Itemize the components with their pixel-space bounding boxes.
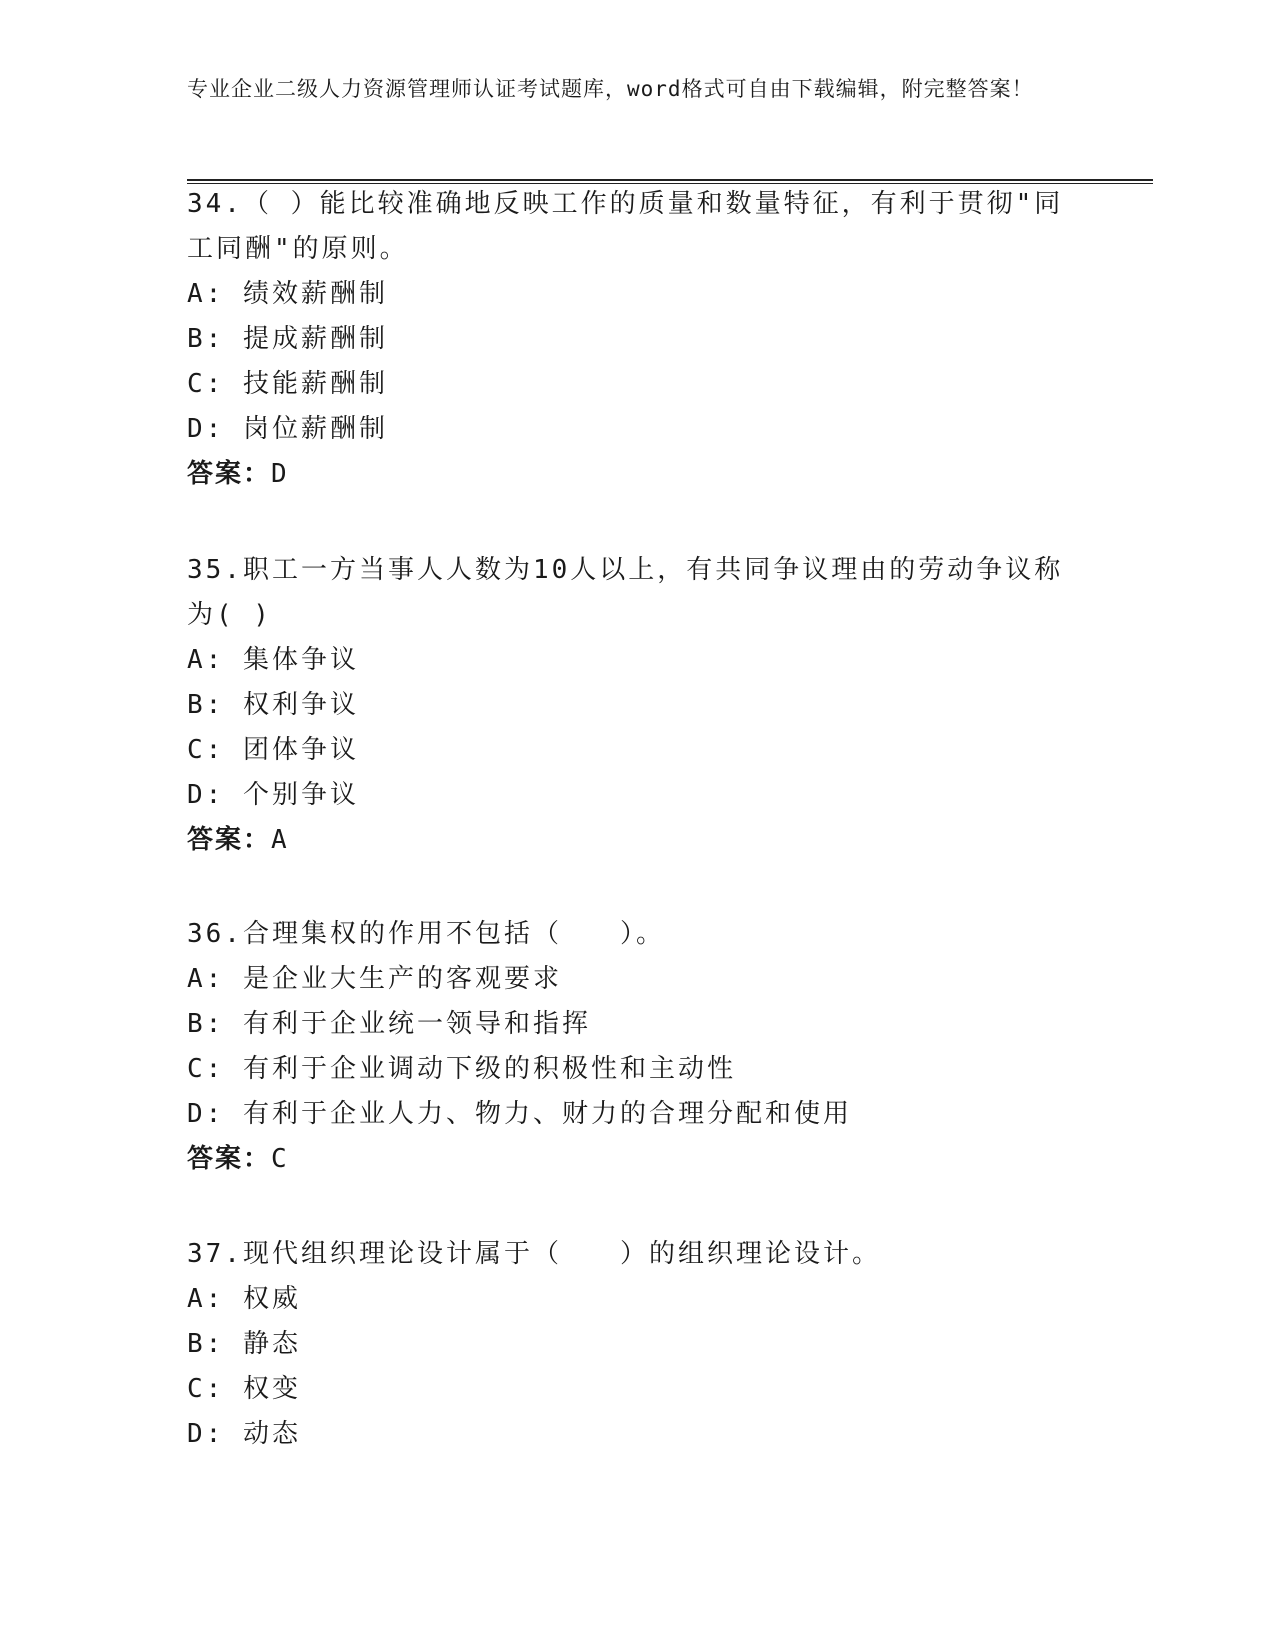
question-34 (187, 182, 1087, 497)
answer-label: 答案： (187, 459, 272, 489)
option-a: A: 集体争议 (187, 645, 359, 675)
question-37 (187, 1232, 1087, 1457)
question-stem: 37.现代组织理论设计属于（ ）的组织理论设计。 (187, 1239, 881, 1269)
answer-value: C (271, 1144, 289, 1174)
option-c: C: 团体争议 (187, 735, 359, 765)
option-a: A: 权威 (187, 1284, 301, 1314)
answer-value: A (271, 825, 289, 855)
document-header: 专业企业二级人力资源管理师认证考试题库，word格式可自由下载编辑，附完整答案！ (187, 77, 1034, 101)
option-a: A: 绩效薪酬制 (187, 279, 388, 309)
header-divider (187, 179, 1153, 181)
question-stem: 34.（ ）能比较准确地反映工作的质量和数量特征，有利于贯彻"同工同酬"的原则。 (187, 189, 1064, 264)
option-c: C: 权变 (187, 1374, 301, 1404)
answer-line (187, 1137, 1087, 1182)
option-b: B: 提成薪酬制 (187, 324, 388, 354)
option-d: D: 个别争议 (187, 780, 359, 810)
option-d: D: 岗位薪酬制 (187, 414, 388, 444)
answer-line (187, 818, 1087, 863)
option-b: B: 静态 (187, 1329, 301, 1359)
question-stem: 36.合理集权的作用不包括（ ）。 (187, 919, 665, 949)
option-c: C: 技能薪酬制 (187, 369, 388, 399)
question-35 (187, 548, 1087, 863)
question-stem: 35.职工一方当事人人数为10人以上，有共同争议理由的劳动争议称为( ) (187, 555, 1064, 630)
option-d: D: 有利于企业人力、物力、财力的合理分配和使用 (187, 1099, 852, 1129)
answer-label: 答案： (187, 825, 272, 855)
question-36 (187, 912, 1087, 1182)
option-b: B: 有利于企业统一领导和指挥 (187, 1009, 591, 1039)
option-c: C: 有利于企业调动下级的积极性和主动性 (187, 1054, 736, 1084)
answer-label: 答案： (187, 1144, 272, 1174)
answer-line (187, 452, 1087, 497)
answer-value: D (271, 459, 289, 489)
option-b: B: 权利争议 (187, 690, 359, 720)
option-d: D: 动态 (187, 1419, 301, 1449)
option-a: A: 是企业大生产的客观要求 (187, 964, 562, 994)
